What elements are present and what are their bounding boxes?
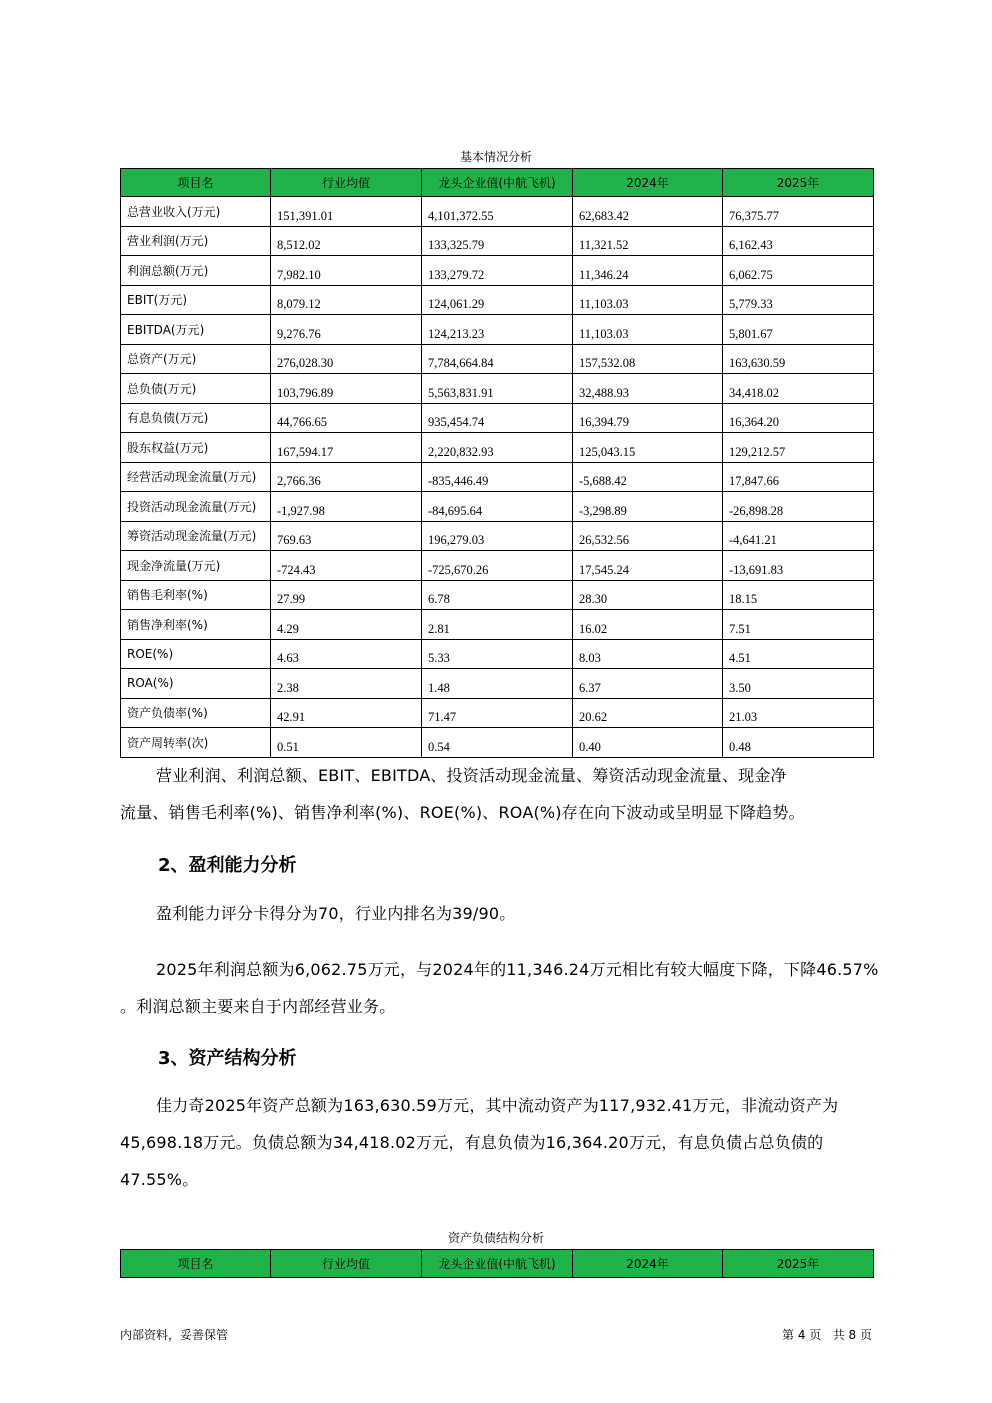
row-value: 4,101,372.55 [422, 197, 573, 227]
col-header-industry-avg: 行业均值 [271, 169, 422, 197]
table-row [121, 315, 874, 345]
row-label: ROA(%) [121, 669, 271, 699]
row-value: 1.48 [422, 669, 573, 699]
table-row [121, 728, 874, 758]
row-value: 16,364.20 [723, 403, 874, 433]
row-value: 0.54 [422, 728, 573, 758]
row-label: 销售净利率(%) [121, 610, 271, 640]
row-value: 16.02 [573, 610, 723, 640]
row-value: 133,279.72 [422, 256, 573, 286]
col-header-leader: 龙头企业值(中航飞机) [422, 169, 573, 197]
row-value: 0.40 [573, 728, 723, 758]
col-header-industry-avg: 行业均值 [271, 1250, 422, 1278]
row-value: 167,594.17 [271, 433, 422, 463]
row-value: 9,276.76 [271, 315, 422, 345]
row-value: 6,162.43 [723, 226, 874, 256]
row-label: 现金净流量(万元) [121, 551, 271, 581]
row-value: 151,391.01 [271, 197, 422, 227]
text-line: 47.55%。 [120, 1170, 199, 1189]
row-value: 769.63 [271, 521, 422, 551]
col-header-leader: 龙头企业值(中航飞机) [422, 1250, 573, 1278]
col-header-2024: 2024年 [573, 169, 723, 197]
row-value: 44,766.65 [271, 403, 422, 433]
table-row [121, 374, 874, 404]
row-label: 营业利润(万元) [121, 226, 271, 256]
row-label: 总负债(万元) [121, 374, 271, 404]
row-value: 4.29 [271, 610, 422, 640]
row-value: 7.51 [723, 610, 874, 640]
row-value: 5,801.67 [723, 315, 874, 345]
asset-liability-table [120, 1249, 874, 1278]
row-value: 6,062.75 [723, 256, 874, 286]
row-label: 销售毛利率(%) [121, 580, 271, 610]
text-line: 盈利能力评分卡得分为70，行业内排名为39/90。 [156, 904, 516, 923]
table-row [121, 256, 874, 286]
row-value: 935,454.74 [422, 403, 573, 433]
row-value: 5.33 [422, 639, 573, 669]
row-value: 21.03 [723, 698, 874, 728]
footer-page-number: 第 4 页 共 8 页 [782, 1328, 872, 1342]
row-value: 6.37 [573, 669, 723, 699]
table-row [121, 551, 874, 581]
row-value: 17,545.24 [573, 551, 723, 581]
section-heading-profitability: 2、盈利能力分析 [158, 855, 297, 876]
row-label: 总营业收入(万元) [121, 197, 271, 227]
table1-caption: 基本情况分析 [459, 150, 532, 164]
row-value: 125,043.15 [573, 433, 723, 463]
row-value: 8,079.12 [271, 285, 422, 315]
col-header-2025: 2025年 [723, 1250, 874, 1278]
table-row [121, 610, 874, 640]
row-value: 124,213.23 [422, 315, 573, 345]
row-value: -1,927.98 [271, 492, 422, 522]
asset-structure-paragraph [120, 1087, 880, 1198]
row-value: 11,346.24 [573, 256, 723, 286]
row-value: 34,418.02 [723, 374, 874, 404]
row-value: -835,446.49 [422, 462, 573, 492]
table-row [121, 521, 874, 551]
table-row [121, 403, 874, 433]
table2-caption: 资产负债结构分析 [447, 1231, 544, 1245]
table-row [121, 669, 874, 699]
row-value: -26,898.28 [723, 492, 874, 522]
row-value: 129,212.57 [723, 433, 874, 463]
table-row [121, 344, 874, 374]
row-value: 5,563,831.91 [422, 374, 573, 404]
text-line: 佳力奇2025年资产总额为163,630.59万元，其中流动资产为117,932.41万元，非流动资产为 [156, 1096, 839, 1115]
row-label: 经营活动现金流量(万元) [121, 462, 271, 492]
col-header-2024: 2024年 [573, 1250, 723, 1278]
basic-analysis-table [120, 168, 874, 758]
row-label: ROE(%) [121, 639, 271, 669]
table-row [121, 433, 874, 463]
row-value: 11,321.52 [573, 226, 723, 256]
row-value: 7,982.10 [271, 256, 422, 286]
table-row [121, 462, 874, 492]
row-value: -3,298.89 [573, 492, 723, 522]
row-value: 2,766.36 [271, 462, 422, 492]
row-value: 2.81 [422, 610, 573, 640]
row-value: 8.03 [573, 639, 723, 669]
table1-header-row [121, 169, 874, 197]
row-value: -4,641.21 [723, 521, 874, 551]
row-value: -724.43 [271, 551, 422, 581]
row-label: 资产负债率(%) [121, 698, 271, 728]
row-value: 2,220,832.93 [422, 433, 573, 463]
text-line [120, 1087, 880, 1124]
text-line: 2025年利润总额为6,062.75万元，与2024年的11,346.24万元相比有较大幅度下降，下降46.57% [156, 960, 879, 979]
profit-total-paragraph [120, 951, 880, 1025]
row-value: -725,670.26 [422, 551, 573, 581]
row-value: 42.91 [271, 698, 422, 728]
text-line: 营业利润、利润总额、EBIT、EBITDA、投资活动现金流量、筹资活动现金流量、现金净 [156, 766, 787, 785]
row-value: 76,375.77 [723, 197, 874, 227]
text-line [120, 951, 880, 988]
col-header-name: 项目名 [121, 169, 271, 197]
row-value: 0.51 [271, 728, 422, 758]
row-value: 0.48 [723, 728, 874, 758]
row-label: 投资活动现金流量(万元) [121, 492, 271, 522]
row-value: 2.38 [271, 669, 422, 699]
row-value: 196,279.03 [422, 521, 573, 551]
text-line: 45,698.18万元。负债总额为34,418.02万元，有息负债为16,364.20万元，有息负债占总负债的 [120, 1133, 824, 1152]
row-label: 资产周转率(次) [121, 728, 271, 758]
row-value: 6.78 [422, 580, 573, 610]
table-row [121, 285, 874, 315]
table-row [121, 492, 874, 522]
table-row [121, 698, 874, 728]
row-value: 11,103.03 [573, 285, 723, 315]
row-value: 16,394.79 [573, 403, 723, 433]
row-value: 4.51 [723, 639, 874, 669]
row-value: 3.50 [723, 669, 874, 699]
trend-paragraph [120, 757, 880, 831]
row-value: 71.47 [422, 698, 573, 728]
row-label: 股东权益(万元) [121, 433, 271, 463]
col-header-name: 项目名 [121, 1250, 271, 1278]
row-value: 163,630.59 [723, 344, 874, 374]
row-value: 32,488.93 [573, 374, 723, 404]
row-value: 5,779.33 [723, 285, 874, 315]
row-value: 11,103.03 [573, 315, 723, 345]
profitability-score-paragraph [120, 895, 880, 932]
row-value: -84,695.64 [422, 492, 573, 522]
row-value: 18.15 [723, 580, 874, 610]
trend-paragraph-line: 流量、销售毛利率(%)、销售净利率(%)、ROE(%)、ROA(%)存在向下波动或呈明显下降趋势。 [120, 803, 805, 822]
row-value: 124,061.29 [422, 285, 573, 315]
row-value: -5,688.42 [573, 462, 723, 492]
row-value: -13,691.83 [723, 551, 874, 581]
table-row [121, 226, 874, 256]
row-label: EBITDA(万元) [121, 315, 271, 345]
table2-header-row [121, 1250, 874, 1278]
row-value: 17,847.66 [723, 462, 874, 492]
row-value: 28.30 [573, 580, 723, 610]
row-value: 8,512.02 [271, 226, 422, 256]
row-value: 20.62 [573, 698, 723, 728]
footer-confidential: 内部资料，妥善保管 [120, 1328, 229, 1342]
row-label: 筹资活动现金流量(万元) [121, 521, 271, 551]
section-heading-asset-structure: 3、资产结构分析 [158, 1048, 297, 1069]
row-value: 27.99 [271, 580, 422, 610]
row-value: 7,784,664.84 [422, 344, 573, 374]
col-header-2025: 2025年 [723, 169, 874, 197]
row-value: 157,532.08 [573, 344, 723, 374]
text-line: 。利润总额主要来自于内部经营业务。 [120, 997, 396, 1016]
trend-paragraph-line [120, 757, 880, 794]
row-label: 总资产(万元) [121, 344, 271, 374]
row-value: 103,796.89 [271, 374, 422, 404]
table-row [121, 580, 874, 610]
row-value: 276,028.30 [271, 344, 422, 374]
row-value: 26,532.56 [573, 521, 723, 551]
row-value: 62,683.42 [573, 197, 723, 227]
row-value: 4.63 [271, 639, 422, 669]
table-row [121, 639, 874, 669]
row-label: EBIT(万元) [121, 285, 271, 315]
table-row [121, 197, 874, 227]
row-label: 有息负债(万元) [121, 403, 271, 433]
row-label: 利润总额(万元) [121, 256, 271, 286]
row-value: 133,325.79 [422, 226, 573, 256]
